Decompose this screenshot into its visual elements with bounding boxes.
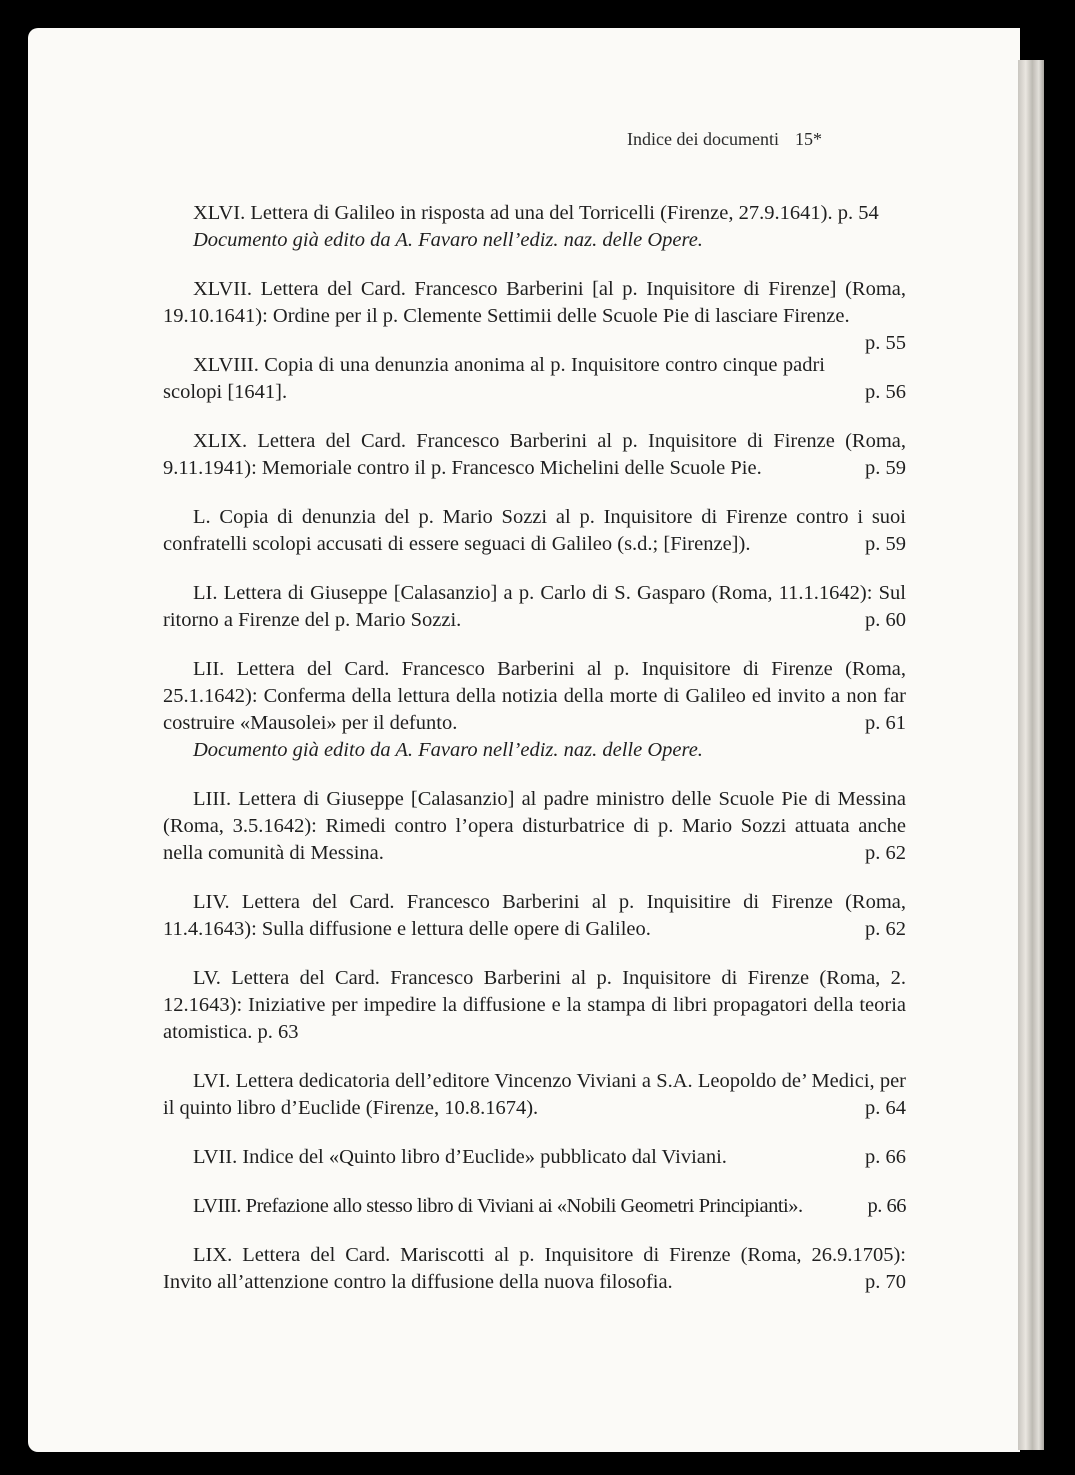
entry-text: LIV. Lettera del Card. Francesco Barberini al p. Inquisitire di Firenze (Roma, 11.4.1643): Sulla diffusione e lettura delle opere di Galileo. bbox=[163, 891, 906, 940]
page-ref: p. 66 bbox=[867, 1195, 906, 1217]
entry-note: Documento già edito da A. Favaro nell’ediz. naz. delle Opere. bbox=[193, 739, 703, 761]
index-entry bbox=[163, 965, 906, 1046]
index-entry bbox=[163, 428, 906, 482]
entry-text: LIX. Lettera del Card. Mariscotti al p. Inquisitore di Firenze (Roma, 26.9.1705): Invito all’attenzione contro la diffusione della nuova filosofia. bbox=[163, 1244, 906, 1293]
entry-text: LII. Lettera del Card. Francesco Barberini al p. Inquisitore di Firenze (Roma, 25.1.1642): Conferma della lettura della notizia della morte di Galileo ed invito a non far costruire «Mausolei» per il defunto. bbox=[163, 658, 906, 734]
header-title: Indice dei documenti bbox=[627, 129, 779, 149]
index-entry bbox=[163, 580, 906, 634]
entry-text: XLVI. Lettera di Galileo in risposta ad una del Torricelli (Firenze, 27.9.1641). p. 54 bbox=[193, 202, 879, 224]
index-entry bbox=[163, 504, 906, 558]
page-number: 15* bbox=[795, 129, 822, 149]
page-ref: p. 61 bbox=[865, 712, 906, 734]
page-ref: p. 55 bbox=[865, 332, 906, 354]
page-ref: p. 56 bbox=[865, 381, 906, 403]
entry-note: Documento già edito da A. Favaro nell’ediz. naz. delle Opere. bbox=[193, 229, 703, 251]
index-entry bbox=[163, 200, 906, 254]
running-header bbox=[627, 129, 822, 150]
page-ref: p. 62 bbox=[865, 918, 906, 940]
document-index bbox=[163, 200, 906, 1318]
index-entry bbox=[163, 656, 906, 764]
page-ref: p. 60 bbox=[865, 609, 906, 631]
index-entry bbox=[163, 1242, 906, 1296]
page-ref: p. 66 bbox=[865, 1146, 906, 1168]
index-entry bbox=[163, 1068, 906, 1122]
index-entry bbox=[163, 1144, 906, 1171]
index-entry bbox=[163, 889, 906, 943]
entry-text: L. Copia di denunzia del p. Mario Sozzi al p. Inquisitore di Firenze contro i suoi confratelli scolopi accusati di essere seguaci di Galileo (s.d.; [Firenze]). bbox=[163, 506, 906, 555]
page-ref: p. 59 bbox=[865, 533, 906, 555]
index-entry bbox=[163, 276, 906, 354]
entry-text: LIII. Lettera di Giuseppe [Calasanzio] al padre ministro delle Scuole Pie di Messina (Roma, 3.5.1642): Rimedi contro l’opera disturbatrice di p. Mario Sozzi attuata anche nella comunità di Messina. bbox=[163, 788, 906, 864]
index-entry bbox=[163, 786, 906, 867]
index-entry bbox=[163, 352, 906, 406]
entry-text: LVIII. Prefazione allo stesso libro di Viviani ai «Nobili Geometri Principianti». bbox=[193, 1195, 803, 1217]
page-edge bbox=[1018, 60, 1044, 1450]
entry-text: XLVIII. Copia di una denunzia anonima al p. Inquisitore contro cinque padri scolopi [1641]. bbox=[163, 354, 825, 403]
entry-text: XLVII. Lettera del Card. Francesco Barberini [al p. Inquisitore di Firenze] (Roma, 19.10.1641): Ordine per il p. Clemente Settimii delle Scuole Pie di lasciare Firenze. bbox=[163, 278, 906, 327]
page-ref: p. 64 bbox=[865, 1097, 906, 1119]
page-ref: p. 59 bbox=[865, 457, 906, 479]
index-entry bbox=[163, 1193, 906, 1220]
page-ref: p. 70 bbox=[865, 1271, 906, 1293]
entry-text: LI. Lettera di Giuseppe [Calasanzio] a p. Carlo di S. Gasparo (Roma, 11.1.1642): Sul ritorno a Firenze del p. Mario Sozzi. bbox=[163, 582, 906, 631]
entry-text: LVI. Lettera dedicatoria dell’editore Vincenzo Viviani a S.A. Leopoldo de’ Medici, per il quinto libro d’Euclide (Firenze, 10.8.1674). bbox=[163, 1070, 906, 1119]
entry-text: XLIX. Lettera del Card. Francesco Barberini al p. Inquisitore di Firenze (Roma, 9.11.1941): Memoriale contro il p. Francesco Michelini delle Scuole Pie. bbox=[163, 430, 906, 479]
entry-text: LV. Lettera del Card. Francesco Barberini al p. Inquisitore di Firenze (Roma, 2. 12.1643): Iniziative per impedire la diffusione e la stampa di libri propagatori della teoria atomistica. p. 63 bbox=[163, 967, 906, 1043]
entry-text: LVII. Indice del «Quinto libro d’Euclide» pubblicato dal Viviani. bbox=[193, 1146, 727, 1168]
book-page bbox=[28, 28, 1020, 1452]
page-ref: p. 62 bbox=[865, 842, 906, 864]
